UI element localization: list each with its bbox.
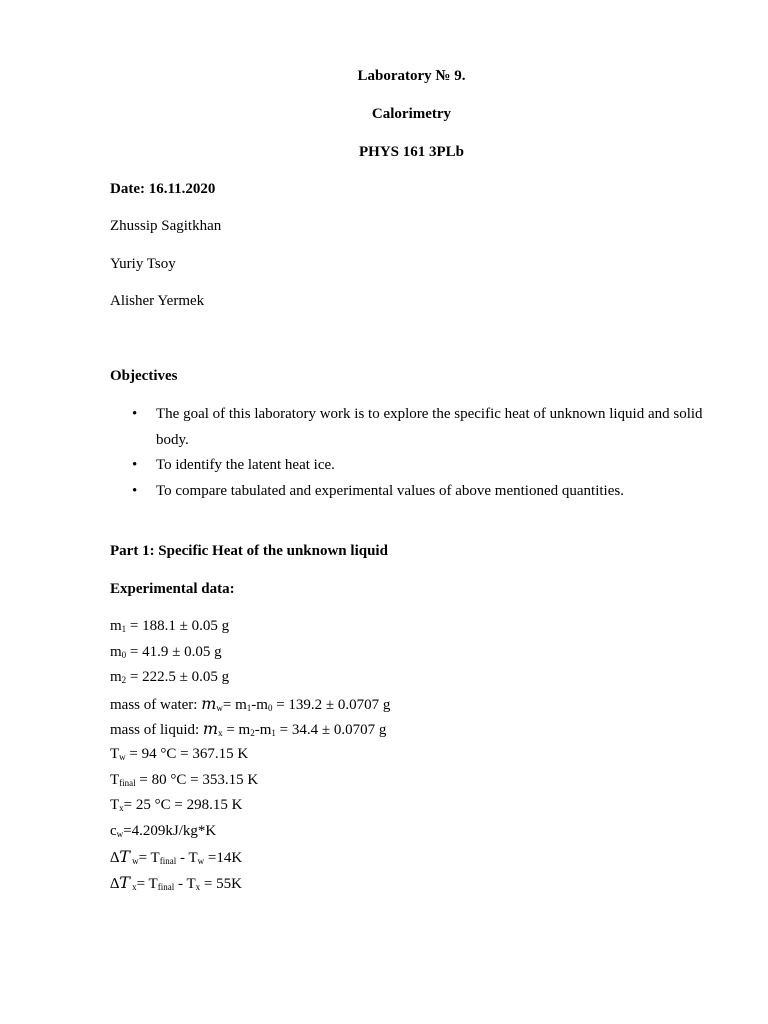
lab-date: Date: 16.11.2020 bbox=[110, 181, 216, 197]
data-row-mass-water: mass of water: $m_w= m_1-m_0 = 139.2 \pm 0.0707$ g bbox=[110, 693, 391, 713]
lab-topic: Calorimetry bbox=[371, 106, 452, 122]
experimental-data-list bbox=[110, 614, 390, 896]
objective-text: The goal of this laboratory work is to explore the specific heat of unknown liquid and solid body. bbox=[156, 406, 703, 448]
data-row-tfinal: $T_{final} = 80$ °C = 353.15 K bbox=[110, 771, 259, 788]
experimental-data-heading: Experimental data: bbox=[110, 581, 235, 597]
data-row-mass-liquid: mass of liquid: $m_x = m_2-m_1 = 34.4 \pm 0.0707$ g bbox=[110, 719, 387, 739]
part1-heading: Part 1: Specific Heat of the unknown liquid bbox=[110, 543, 388, 559]
author-2: Yuriy Tsoy bbox=[110, 256, 176, 272]
course-code: PHYS 161 3PLb bbox=[358, 144, 464, 160]
bullet-icon: • bbox=[132, 482, 138, 499]
data-row-delta-tx: ∆T $_x= T_{final} - T_x = 55K$ bbox=[110, 872, 242, 892]
objectives-heading: Objectives bbox=[110, 368, 178, 384]
author-1: Zhussip Sagitkhan bbox=[110, 218, 222, 234]
data-row-tw: $T_w = 94$ °C = 367.15 K bbox=[110, 745, 249, 762]
data-row-m2: $m_2 = 222.5 \pm 0.05$ g bbox=[110, 669, 230, 686]
lab-title: Laboratory № 9. bbox=[357, 68, 466, 84]
objective-item bbox=[110, 453, 710, 479]
data-row-delta-tw: ∆T $_w= T_{final} - T_w =14K$ bbox=[110, 847, 243, 867]
bullet-icon: • bbox=[132, 406, 138, 422]
bullet-icon: • bbox=[132, 457, 138, 473]
objective-item bbox=[110, 402, 710, 453]
objectives-list bbox=[110, 402, 710, 504]
data-row-m1: $m_1 = 188.1 \pm 0.05$ g bbox=[110, 618, 230, 634]
objective-text: To compare tabulated and experimental values of above mentioned quantities. bbox=[156, 482, 624, 499]
author-3: Alisher Yermek bbox=[110, 293, 205, 309]
data-row-tx: $T_x= 25$ °C = 298.15 K bbox=[110, 797, 243, 814]
objective-text: To identify the latent heat ice. bbox=[156, 457, 335, 473]
objective-item bbox=[110, 479, 710, 505]
data-row-m0: $m_0 = 41.9 \pm 0.05$ g bbox=[110, 643, 222, 660]
data-row-cw: $c_w=4.209kJ/kg*K$ bbox=[110, 822, 217, 839]
